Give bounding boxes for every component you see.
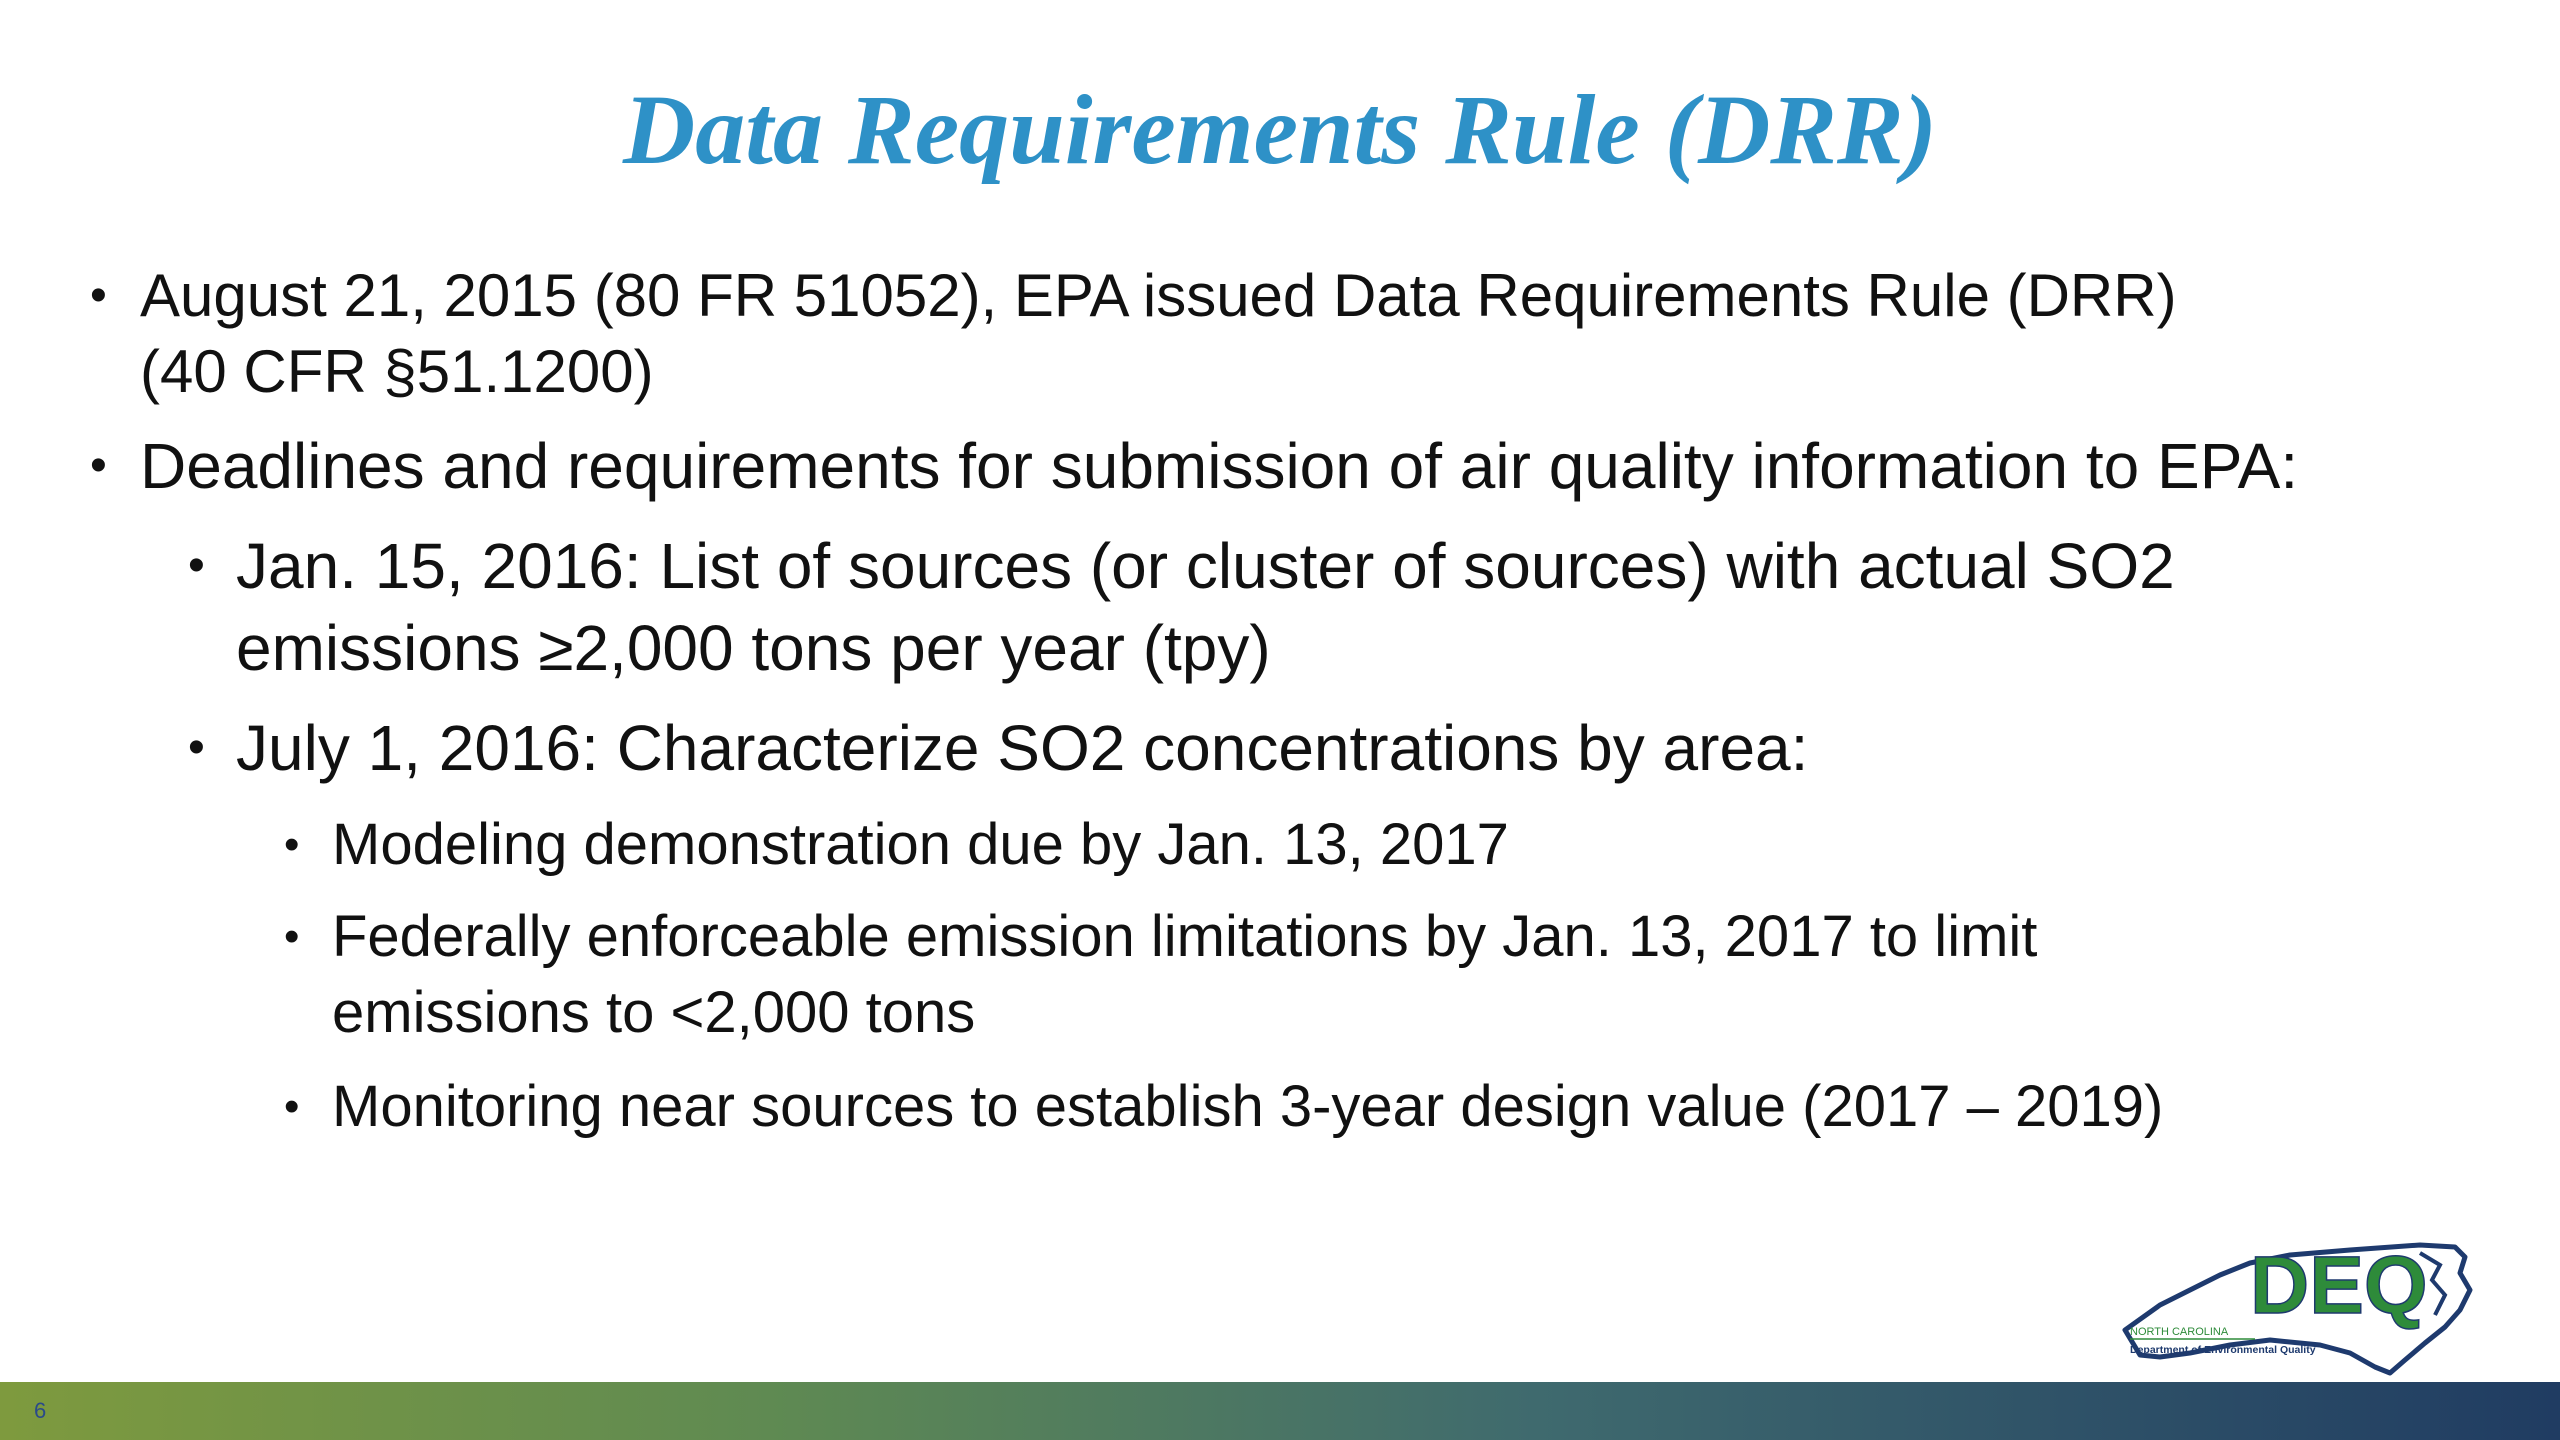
nc-deq-logo <box>2120 1235 2480 1380</box>
bullet-item <box>90 258 2177 334</box>
bullet-icon: • <box>284 820 300 869</box>
slide-title: Data Requirements Rule (DRR) <box>623 74 1937 185</box>
bullet-text: (40 CFR §51.1200) <box>140 338 654 405</box>
bullet-text: August 21, 2015 (80 FR 51052), EPA issued Data Requirements Rule (DRR) <box>140 262 2177 329</box>
bullet-continuation <box>140 334 654 410</box>
page-number: 6 <box>34 1398 47 1423</box>
sub-bullet-item <box>188 528 2175 604</box>
bullet-item <box>90 428 2299 504</box>
bullet-text: emissions ≥2,000 tons per year (tpy) <box>236 612 1271 684</box>
bullet-text: Federally enforceable emission limitations by Jan. 13, 2017 to limit <box>332 904 2038 969</box>
bullet-continuation <box>236 610 1271 686</box>
bullet-icon: • <box>188 721 205 774</box>
sub-bullet-item <box>188 710 1809 786</box>
bullet-text: Monitoring near sources to establish 3-year design value (2017 – 2019) <box>332 1074 2164 1139</box>
bullet-icon: • <box>284 912 300 961</box>
sub-sub-bullet-item <box>284 900 2038 974</box>
bullet-text: Jan. 15, 2016: List of sources (or cluster of sources) with actual SO2 <box>236 530 2175 602</box>
bullet-text: July 1, 2016: Characterize SO2 concentrations by area: <box>236 712 1809 784</box>
bullet-text: Deadlines and requirements for submission of air quality information to EPA: <box>140 430 2299 502</box>
logo-deq-text: DEQ <box>2250 1240 2428 1331</box>
bullet-icon: • <box>90 439 107 492</box>
sub-sub-bullet-item <box>284 808 1509 882</box>
logo-department-text: Department of Environmental Quality <box>2130 1344 2316 1356</box>
bullet-text: Modeling demonstration due by Jan. 13, 2017 <box>332 812 1509 877</box>
footer-bar <box>0 1382 2560 1440</box>
bullet-continuation <box>332 976 975 1050</box>
bullet-icon: • <box>90 269 107 322</box>
bullet-text: emissions to <2,000 tons <box>332 980 976 1045</box>
sub-sub-bullet-item <box>284 1070 2164 1144</box>
bullet-icon: • <box>284 1082 300 1131</box>
bullet-icon: • <box>188 539 205 592</box>
logo-state-text: NORTH CAROLINA <box>2130 1326 2229 1338</box>
